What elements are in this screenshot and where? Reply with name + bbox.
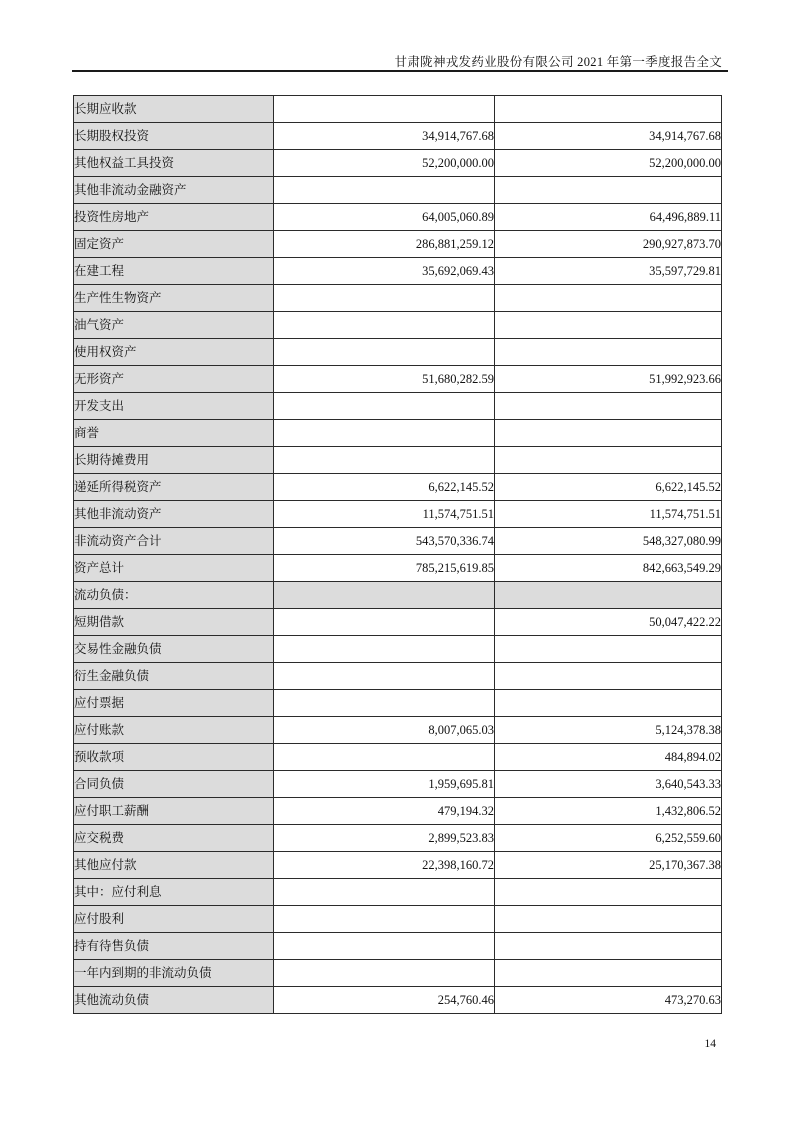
row-value-prior [495, 177, 722, 204]
row-value-prior [495, 960, 722, 987]
row-label: 固定资产 [74, 231, 274, 258]
row-label: 长期待摊费用 [74, 447, 274, 474]
row-value-prior: 5,124,378.38 [495, 717, 722, 744]
table-row [74, 744, 722, 771]
row-value-current: 8,007,065.03 [274, 717, 495, 744]
row-value-prior [495, 933, 722, 960]
row-value-current: 22,398,160.72 [274, 852, 495, 879]
row-label: 其他权益工具投资 [74, 150, 274, 177]
row-label: 流动负债： [74, 582, 274, 609]
row-label: 短期借款 [74, 609, 274, 636]
row-value-prior [495, 447, 722, 474]
row-value-prior [495, 96, 722, 123]
table-row [74, 474, 722, 501]
row-label: 油气资产 [74, 312, 274, 339]
row-value-prior [495, 690, 722, 717]
row-value-prior: 35,597,729.81 [495, 258, 722, 285]
table-row [74, 366, 722, 393]
row-value-current: 543,570,336.74 [274, 528, 495, 555]
row-value-prior [495, 636, 722, 663]
table-row [74, 825, 722, 852]
table-row [74, 636, 722, 663]
row-value-current: 11,574,751.51 [274, 501, 495, 528]
row-value-prior: 51,992,923.66 [495, 366, 722, 393]
row-value-prior: 11,574,751.51 [495, 501, 722, 528]
row-label: 应付股利 [74, 906, 274, 933]
row-value-prior [495, 285, 722, 312]
row-label: 使用权资产 [74, 339, 274, 366]
row-label: 一年内到期的非流动负债 [74, 960, 274, 987]
table-row [74, 555, 722, 582]
table-row [74, 582, 722, 609]
row-label: 交易性金融负债 [74, 636, 274, 663]
row-value-current: 64,005,060.89 [274, 204, 495, 231]
row-value-prior [495, 582, 722, 609]
row-value-prior: 25,170,367.38 [495, 852, 722, 879]
balance-sheet-table [73, 95, 722, 1014]
row-value-prior: 473,270.63 [495, 987, 722, 1014]
row-value-current [274, 609, 495, 636]
row-label: 应付票据 [74, 690, 274, 717]
table-row [74, 717, 722, 744]
table-row [74, 771, 722, 798]
row-label: 应交税费 [74, 825, 274, 852]
row-value-current [274, 636, 495, 663]
row-value-current [274, 447, 495, 474]
row-value-prior [495, 879, 722, 906]
table-row [74, 798, 722, 825]
header-divider [72, 70, 728, 72]
row-label: 长期应收款 [74, 96, 274, 123]
table-row [74, 177, 722, 204]
row-label: 生产性生物资产 [74, 285, 274, 312]
row-label: 其他流动负债 [74, 987, 274, 1014]
table-row [74, 933, 722, 960]
table-row [74, 663, 722, 690]
row-value-current: 2,899,523.83 [274, 825, 495, 852]
row-value-current [274, 312, 495, 339]
row-label: 应付账款 [74, 717, 274, 744]
row-label: 衍生金融负债 [74, 663, 274, 690]
row-label: 商誉 [74, 420, 274, 447]
table-row [74, 501, 722, 528]
row-value-prior: 548,327,080.99 [495, 528, 722, 555]
row-label: 开发支出 [74, 393, 274, 420]
row-label: 长期股权投资 [74, 123, 274, 150]
row-value-current [274, 420, 495, 447]
row-label: 其他非流动金融资产 [74, 177, 274, 204]
table-row [74, 231, 722, 258]
row-value-current [274, 744, 495, 771]
row-value-prior: 1,432,806.52 [495, 798, 722, 825]
row-label: 投资性房地产 [74, 204, 274, 231]
row-label: 持有待售负债 [74, 933, 274, 960]
row-value-prior [495, 906, 722, 933]
table-row [74, 420, 722, 447]
row-value-prior: 50,047,422.22 [495, 609, 722, 636]
row-value-prior: 34,914,767.68 [495, 123, 722, 150]
row-value-current [274, 96, 495, 123]
row-label: 预收款项 [74, 744, 274, 771]
row-label: 无形资产 [74, 366, 274, 393]
row-value-current [274, 906, 495, 933]
row-value-prior: 6,622,145.52 [495, 474, 722, 501]
table-row [74, 528, 722, 555]
report-header-title: 甘肃陇神戎发药业股份有限公司 2021 年第一季度报告全文 [394, 55, 722, 69]
row-value-current: 34,914,767.68 [274, 123, 495, 150]
row-value-prior: 64,496,889.11 [495, 204, 722, 231]
row-value-current: 6,622,145.52 [274, 474, 495, 501]
table-row [74, 852, 722, 879]
row-value-current: 479,194.32 [274, 798, 495, 825]
row-label: 递延所得税资产 [74, 474, 274, 501]
row-value-prior: 484,894.02 [495, 744, 722, 771]
row-value-current [274, 177, 495, 204]
row-value-prior: 842,663,549.29 [495, 555, 722, 582]
row-label: 其他应付款 [74, 852, 274, 879]
row-label: 非流动资产合计 [74, 528, 274, 555]
row-label: 其中：应付利息 [74, 879, 274, 906]
row-value-prior [495, 393, 722, 420]
row-value-prior [495, 420, 722, 447]
row-label: 在建工程 [74, 258, 274, 285]
row-value-current [274, 663, 495, 690]
row-value-current: 1,959,695.81 [274, 771, 495, 798]
table-row [74, 960, 722, 987]
row-value-current [274, 393, 495, 420]
row-value-current [274, 285, 495, 312]
row-label: 合同负债 [74, 771, 274, 798]
row-value-current: 254,760.46 [274, 987, 495, 1014]
table-row [74, 150, 722, 177]
row-label: 其他非流动资产 [74, 501, 274, 528]
row-value-current [274, 933, 495, 960]
page-number: 14 [704, 1038, 716, 1050]
row-value-current [274, 960, 495, 987]
row-value-current: 785,215,619.85 [274, 555, 495, 582]
table-row [74, 906, 722, 933]
table-row [74, 123, 722, 150]
table-row [74, 987, 722, 1014]
table-row [74, 690, 722, 717]
table-row [74, 447, 722, 474]
row-value-current: 51,680,282.59 [274, 366, 495, 393]
row-value-prior [495, 312, 722, 339]
row-label: 应付职工薪酬 [74, 798, 274, 825]
row-label: 资产总计 [74, 555, 274, 582]
row-value-current [274, 582, 495, 609]
table-row [74, 258, 722, 285]
row-value-prior: 3,640,543.33 [495, 771, 722, 798]
table-row [74, 285, 722, 312]
row-value-prior [495, 339, 722, 366]
row-value-prior: 290,927,873.70 [495, 231, 722, 258]
row-value-current [274, 879, 495, 906]
row-value-current: 286,881,259.12 [274, 231, 495, 258]
table-row [74, 96, 722, 123]
table-row [74, 339, 722, 366]
row-value-current: 52,200,000.00 [274, 150, 495, 177]
row-value-current: 35,692,069.43 [274, 258, 495, 285]
row-value-prior: 52,200,000.00 [495, 150, 722, 177]
table-row [74, 312, 722, 339]
table-row [74, 879, 722, 906]
row-value-prior: 6,252,559.60 [495, 825, 722, 852]
row-value-current [274, 690, 495, 717]
table-row [74, 204, 722, 231]
row-value-current [274, 339, 495, 366]
table-row [74, 393, 722, 420]
table-row [74, 609, 722, 636]
row-value-prior [495, 663, 722, 690]
